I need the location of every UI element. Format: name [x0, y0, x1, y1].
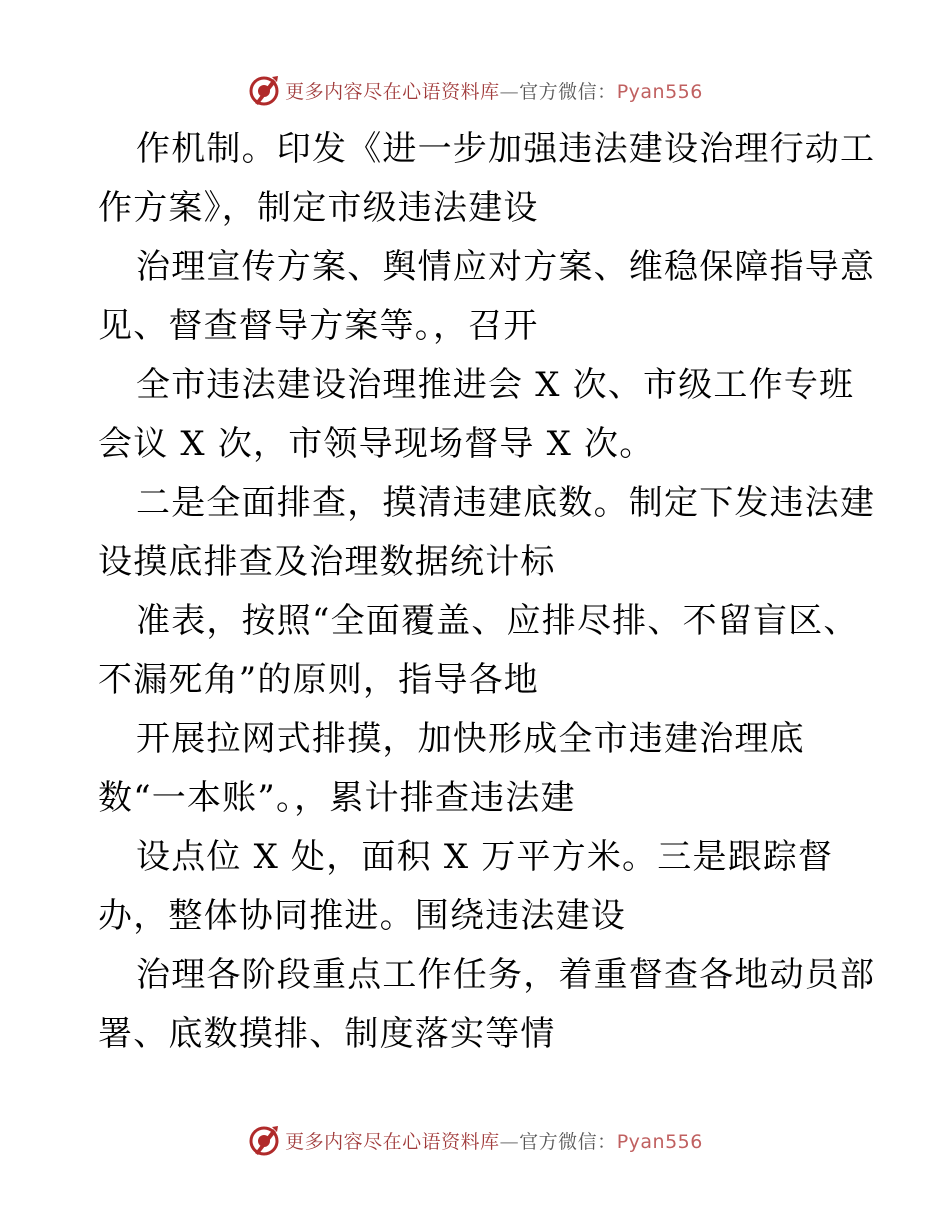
footer-brand-text: 更多内容尽在心语资料库	[285, 1130, 500, 1153]
header-separator: —	[499, 80, 520, 103]
text-line: 治理各阶段重点工作任务，着重督查各地动员部	[136, 955, 876, 995]
text-line: 准表，按照“全面覆盖、应排尽排、不留盲区、	[136, 601, 859, 641]
header-brand-text: 更多内容尽在心语资料库	[285, 80, 500, 103]
footer-wechat-label: 官方微信：	[519, 1130, 617, 1153]
footer-watermark	[0, 1120, 950, 1160]
text-line: 会议 X 次，市领导现场督导 X 次。	[98, 424, 655, 464]
text-line: 办，整体协同推进。围绕违法建设	[98, 896, 626, 936]
text-line: 见、督查督导方案等。，召开	[98, 306, 539, 346]
text-line: 治理宣传方案、舆情应对方案、维稳保障指导意	[136, 247, 876, 287]
text-line: 全市违法建设治理推进会 X 次、市级工作专班	[136, 365, 855, 405]
quill-logo-icon	[247, 73, 281, 107]
text-line: 作机制。印发《进一步加强违法建设治理行动工	[136, 129, 876, 169]
header-wechat-label: 官方微信：	[519, 80, 617, 103]
text-line: 数“一本账”。，累计排查违法建	[98, 778, 576, 818]
text-line: 二是全面排查，摸清违建底数。制定下发违法建	[136, 483, 876, 523]
header-watermark	[0, 70, 950, 110]
quill-logo-icon	[247, 1123, 281, 1157]
footer-wechat-id: Pyan556	[616, 1130, 703, 1153]
text-line: 作方案》，制定市级违法建设	[98, 188, 539, 228]
text-line: 署、底数摸排、制度落实等情	[98, 1014, 556, 1054]
document-body	[98, 120, 876, 1064]
text-line: 设摸底排查及治理数据统计标	[98, 542, 556, 582]
header-wechat-id: Pyan556	[616, 80, 703, 103]
text-line: 不漏死角”的原则，指导各地	[98, 660, 539, 700]
text-line: 开展拉网式排摸，加快形成全市违建治理底	[136, 719, 805, 759]
footer-separator: —	[499, 1130, 520, 1153]
text-line: 设点位 X 处，面积 X 万平方米。三是跟踪督	[136, 837, 834, 877]
